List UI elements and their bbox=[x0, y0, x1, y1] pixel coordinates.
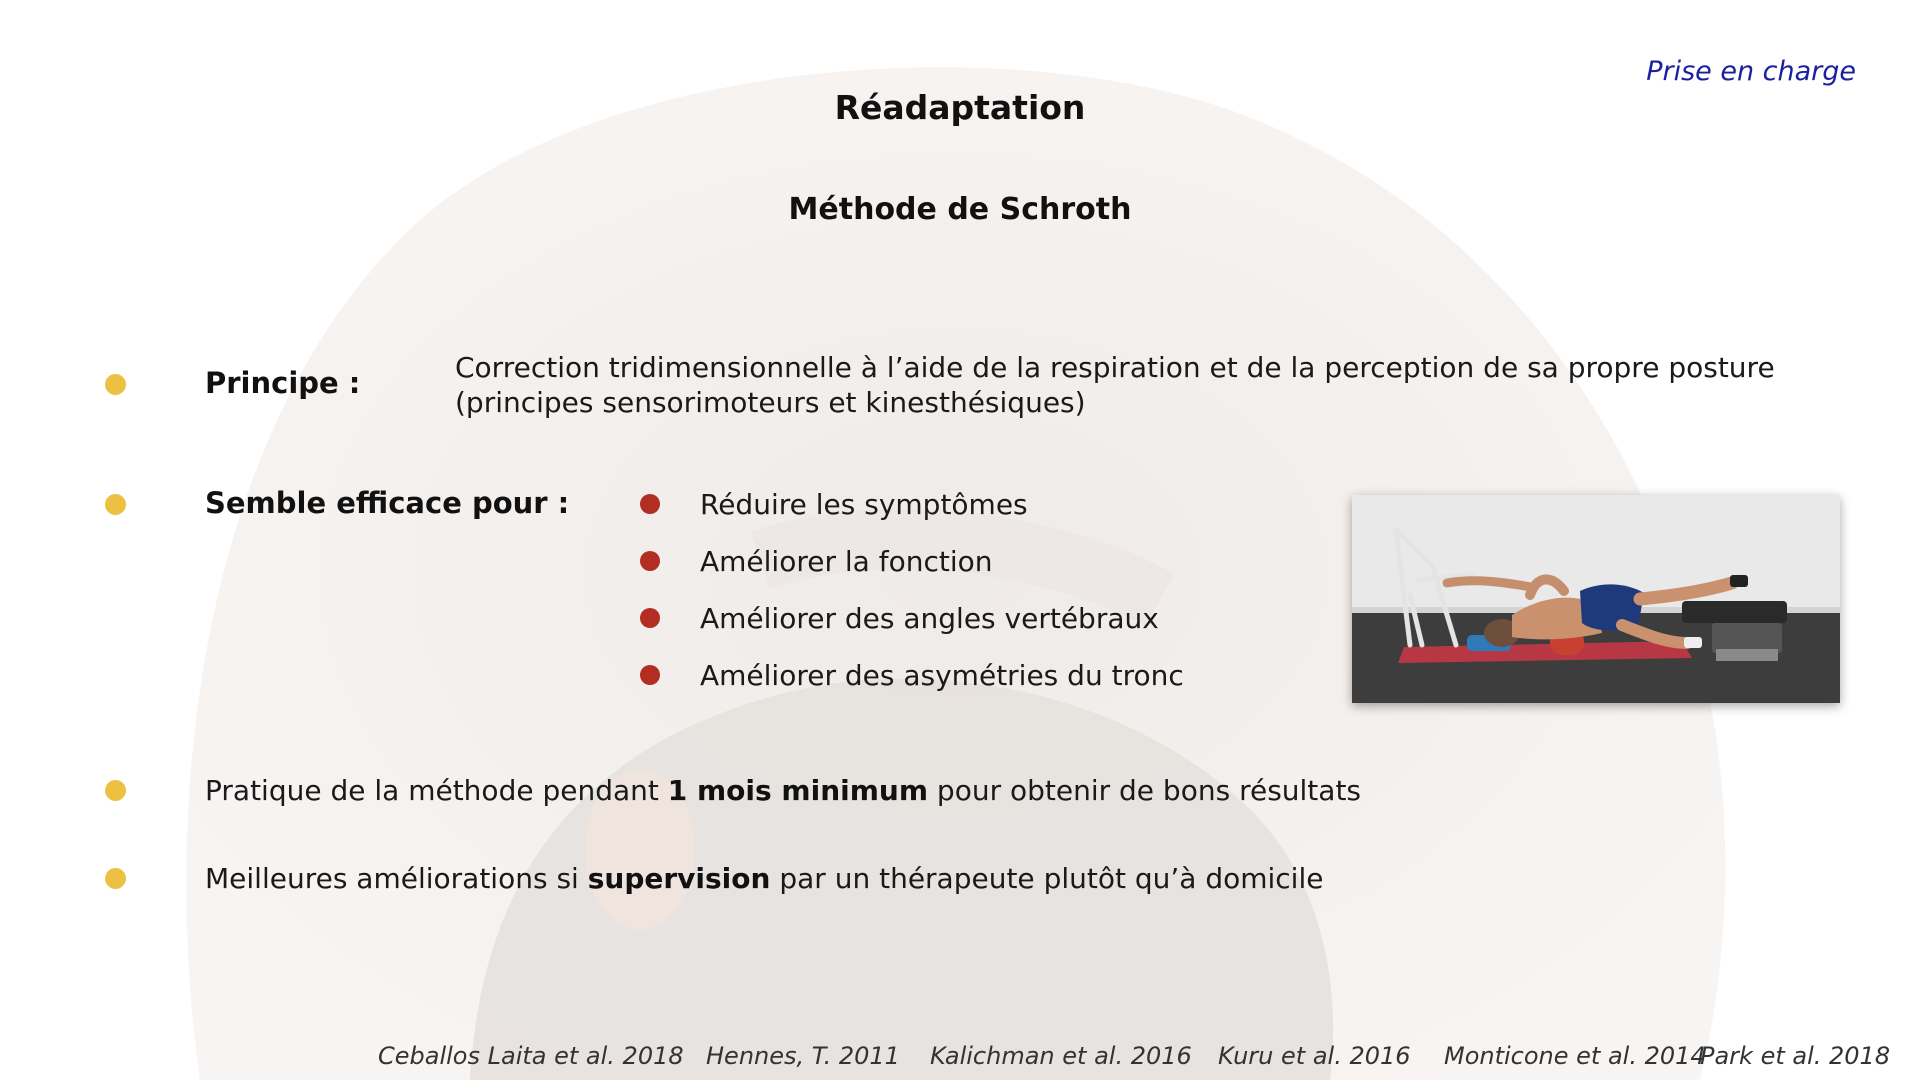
practice-text bbox=[205, 773, 1361, 809]
principle-label: Principe : bbox=[205, 366, 361, 400]
exercise-photo bbox=[1352, 495, 1840, 703]
principle-line-2: (principes sensorimoteurs et kinesthésiques) bbox=[455, 386, 1086, 419]
supervision-text bbox=[205, 861, 1323, 897]
efficacy-item-3: Améliorer des angles vertébraux bbox=[700, 602, 1159, 635]
efficacy-label: Semble efficace pour : bbox=[205, 486, 570, 520]
supervision-text-bold: supervision bbox=[587, 862, 771, 895]
section-tag: Prise en charge bbox=[1646, 56, 1856, 87]
practice-text-after: pour obtenir de bons résultats bbox=[928, 774, 1362, 807]
reference-1: Ceballos Laita et al. 2018 bbox=[378, 1042, 684, 1070]
efficacy-item-4: Améliorer des asymétries du tronc bbox=[700, 659, 1184, 692]
sub-bullet-2 bbox=[640, 551, 660, 571]
reference-6: Park et al. 2018 bbox=[1700, 1042, 1891, 1070]
reference-4: Kuru et al. 2016 bbox=[1218, 1042, 1411, 1070]
slide-subtitle: Méthode de Schroth bbox=[788, 192, 1132, 227]
sub-bullet-3 bbox=[640, 608, 660, 628]
reference-2: Hennes, T. 2011 bbox=[706, 1042, 900, 1070]
efficacy-item-2: Améliorer la fonction bbox=[700, 545, 993, 578]
bullet-supervision bbox=[105, 868, 126, 889]
slide-title: Réadaptation bbox=[834, 88, 1086, 127]
sub-bullet-4 bbox=[640, 665, 660, 685]
supervision-text-after: par un thérapeute plutôt qu’à domicile bbox=[770, 862, 1324, 895]
reference-5: Monticone et al. 2014 bbox=[1444, 1042, 1706, 1070]
practice-text-before: Pratique de la méthode pendant bbox=[205, 774, 668, 807]
practice-text-bold: 1 mois minimum bbox=[667, 774, 929, 807]
reference-3: Kalichman et al. 2016 bbox=[930, 1042, 1192, 1070]
sub-bullet-1 bbox=[640, 494, 660, 514]
principle-line-1: Correction tridimensionnelle à l’aide de la respiration et de la perception de sa propre posture bbox=[455, 351, 1775, 384]
bullet-efficacy bbox=[105, 494, 126, 515]
bullet-practice bbox=[105, 780, 126, 801]
efficacy-item-1: Réduire les symptômes bbox=[700, 488, 1028, 521]
bullet-principle bbox=[105, 374, 126, 395]
supervision-text-before: Meilleures améliorations si bbox=[205, 862, 588, 895]
